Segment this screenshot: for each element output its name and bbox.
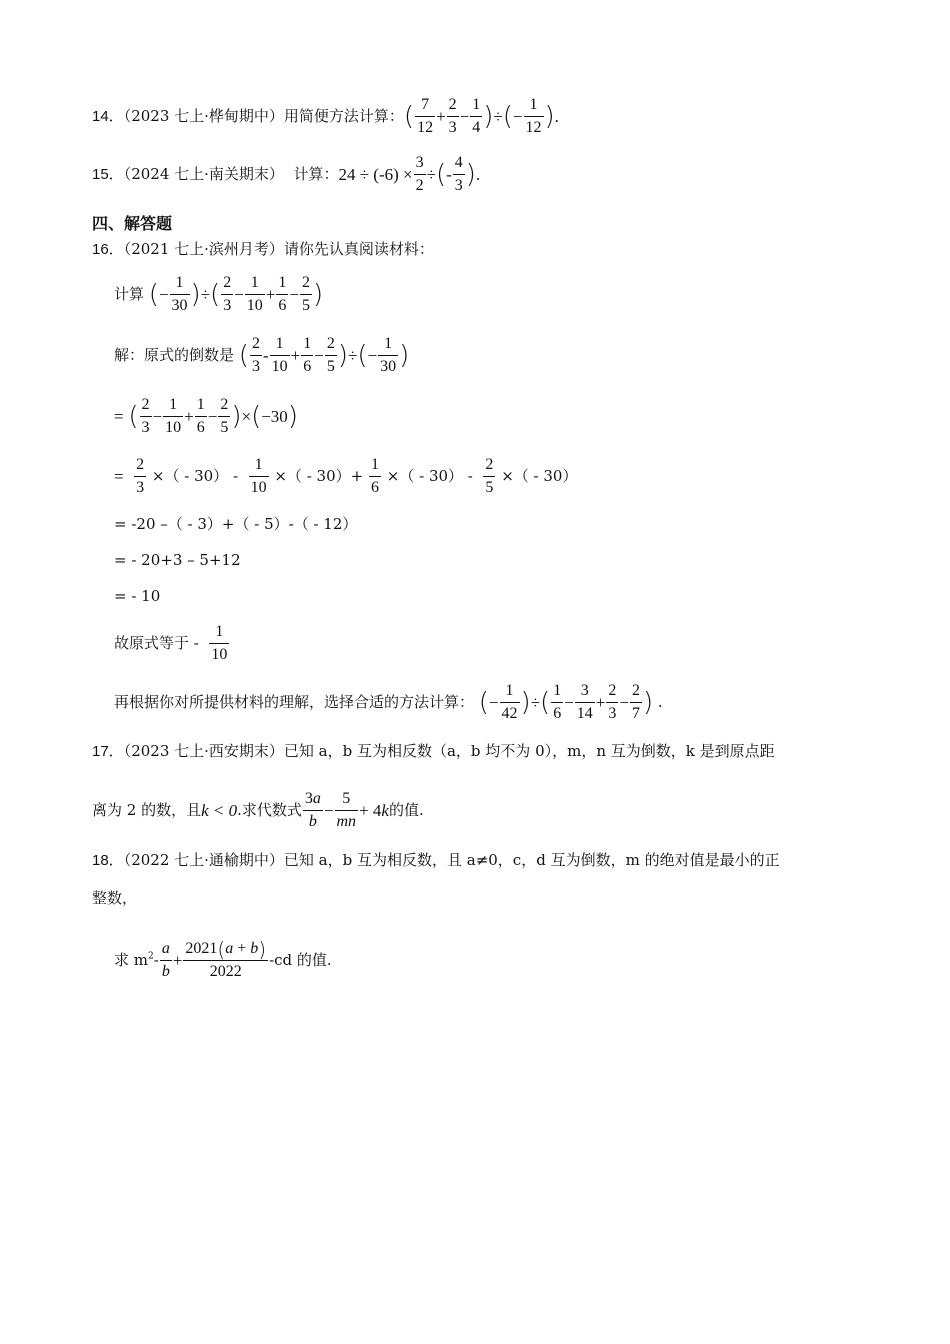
q15-text: 计算：: [293, 165, 339, 183]
q18-expression: 求 $m^2-$ $\frac{a}{b}$ + $\frac{2021(a + b)}{2022}$ -cd 的值.: [114, 937, 332, 981]
q18-line-2: 整数，: [92, 889, 138, 907]
q18-big-denominator: 2022: [183, 960, 268, 981]
question-16: [92, 242, 434, 257]
q15-lead: 24 ÷ (-6) ×: [338, 165, 413, 184]
q17-number: 17．: [92, 743, 124, 760]
q14-text: 用简便方法计算：: [283, 107, 404, 125]
q14-source: （2023 七上·桦甸期中）: [123, 107, 284, 125]
q17-line2b: .求代数式: [237, 801, 302, 819]
q17-line-2: 离为 2 的数，且k < 0.求代数式 $\frac{3a}{b}$ − $\frac{5}{mn}$ + 4k的值.: [92, 790, 424, 830]
q16-step-1: = ( $\frac{2}{3}$ − $\frac{1}{10}$ + $\frac{1}{6}$ − $\frac{2}{5}$ )×(−30): [114, 396, 298, 436]
q16-step-5: = - 10: [114, 587, 161, 605]
q18-tail: -cd 的值.: [269, 951, 332, 970]
q16-calc-label: 计算: [114, 285, 145, 303]
q16-conclusion: 故原式等于 - $\frac{1}{10}$: [114, 623, 228, 663]
q15-number: 15．: [92, 166, 124, 183]
q16-calc-line: 计算 (− $\frac{1}{30}$ )÷( $\frac{2}{3}$ − $\frac{1}{10}$ + $\frac{1}{6}$ − $\frac{2}{5}$ ): [114, 274, 324, 314]
q18-number: 18．: [92, 852, 124, 869]
q17-line1: 已知 a，b 互为相反数（a，b 均不为 0），m，n 互为倒数，k 是到原点距: [283, 742, 775, 760]
question-17: [92, 744, 775, 759]
q16-solution-line: 解：原式的倒数是 ( $\frac{2}{3}$ - $\frac{1}{10}$ + $\frac{1}{6}$ − $\frac{2}{5}$ )÷(− $\frac{1}{30}$ ): [114, 335, 410, 375]
q16-task: 再根据你对所提供材料的理解，选择合适的方法计算： (− $\frac{1}{42}$ )÷( $\frac{1}{6}$ − $\frac{3}{14}$ + $\frac{2}{3}$ − $\frac{2}{7}$ ) .: [114, 682, 663, 722]
q18-ask: 求 m: [114, 951, 148, 970]
q17-line2a: 离为 2 的数，且: [92, 801, 202, 819]
q16-step-2: = $\frac{2}{3}$ ×（ - 30） - $\frac{1}{10}$ ×（ - 30）+ $\frac{1}{6}$ ×（ - 30） - $\frac{2}{5}$ ×（ - 30）: [114, 456, 578, 496]
q16-sol-label: 解：原式的倒数是: [114, 346, 235, 364]
q15-frac-1: $\frac{3}{2}$: [415, 154, 424, 194]
q16-concl-text: 故原式等于 -: [114, 634, 199, 652]
q16-step-4: = - 20+3 – 5+12: [114, 551, 241, 569]
q18-line1: 已知 a，b 互为相反数，且 a≠0，c，d 互为倒数，m 的绝对值是最小的正: [283, 851, 780, 869]
q16-step-3: = -20 –（ - 3）+（ - 5）-（ - 12）: [114, 515, 358, 533]
q16-number: 16．: [92, 241, 124, 258]
q16-ask: 再根据你对所提供材料的理解，选择合适的方法计算：: [114, 693, 475, 711]
q14-frac-1: $\frac{7}{12}$: [417, 96, 434, 136]
question-18: [92, 853, 780, 868]
q16-source: （2021 七上·滨州月考）: [123, 240, 284, 258]
q15-source: （2024 七上·南关期末）: [123, 165, 284, 183]
q15-frac-2: $\frac{4}{3}$: [454, 154, 463, 194]
section-title: 四、解答题: [92, 214, 173, 233]
q14-frac-4: $\frac{1}{12}$: [525, 96, 542, 136]
question-15: 15．（2024 七上·南关期末） 计算：24 ÷ (-6) × $\frac{3}{2}$ ÷(- $\frac{4}{3}$ ).: [92, 154, 481, 194]
paren: (: [403, 101, 415, 132]
q17-source: （2023 七上·西安期末）: [123, 742, 284, 760]
q18-source: （2022 七上·通榆期中）: [123, 851, 284, 869]
q16-text: 请你先认真阅读材料：: [283, 240, 434, 258]
q14-number: 14．: [92, 108, 124, 125]
q17-condition: k < 0: [201, 801, 238, 820]
q17-tail: 的值.: [388, 801, 424, 819]
q14-frac-3: $\frac{1}{4}$: [472, 96, 481, 136]
question-14: 14．（2023 七上·桦甸期中）用简便方法计算：( $\frac{7}{12}$ + $\frac{2}{3}$ − $\frac{1}{4}$ )÷(− $\frac{1}{12}$ ).: [92, 96, 559, 136]
q14-frac-2: $\frac{2}{3}$: [448, 96, 457, 136]
q18-big-numerator: 2021: [185, 940, 218, 957]
